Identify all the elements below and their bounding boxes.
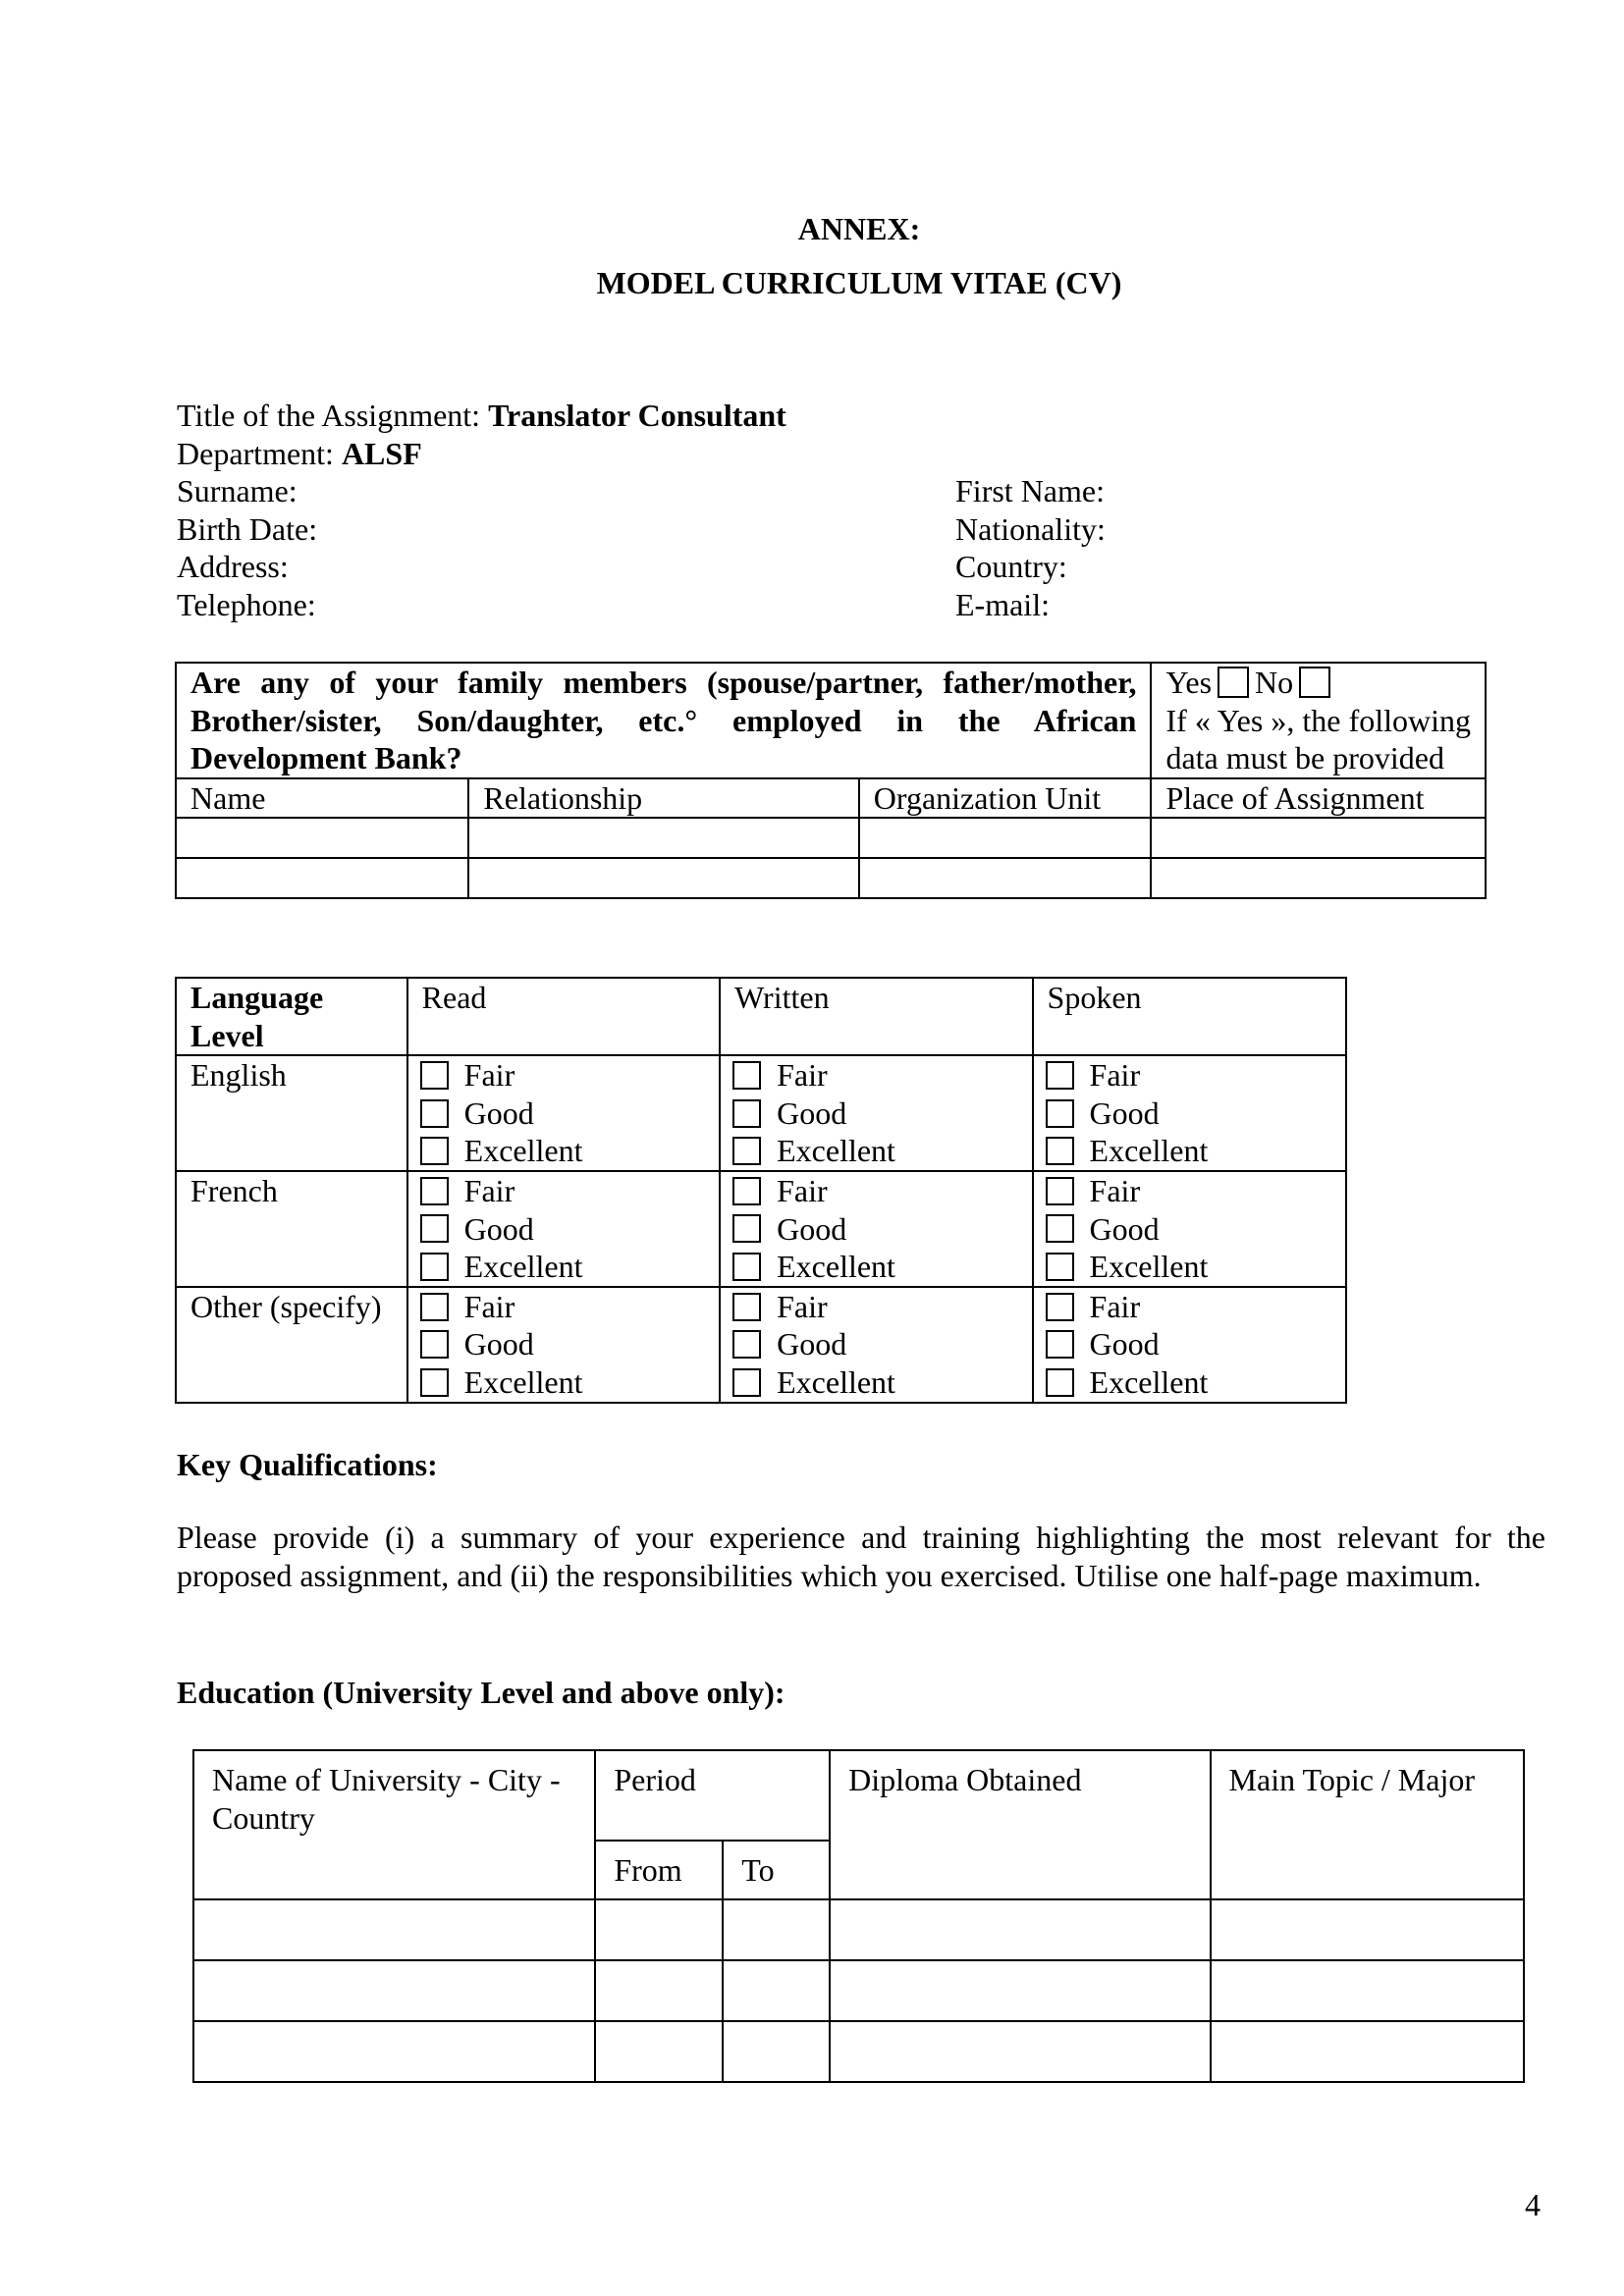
cell[interactable]: [859, 818, 1152, 858]
checkbox[interactable]: [732, 1137, 761, 1165]
assignment-value: Translator Consultant: [488, 398, 786, 433]
option-label: Good: [777, 1095, 847, 1131]
checkbox[interactable]: [420, 1368, 449, 1397]
cell[interactable]: [830, 1960, 1210, 2021]
option-label: Fair: [463, 1172, 515, 1208]
written-header: Written: [720, 978, 1032, 1055]
page-number: 4: [1525, 2187, 1541, 2222]
language-other: Other (specify): [176, 1287, 407, 1403]
cell[interactable]: [859, 858, 1152, 898]
checkbox[interactable]: [1046, 1293, 1074, 1321]
family-answer-cell: [1151, 663, 1486, 778]
key-qualifications-text: Please provide (i) a summary of your experience and training highlighting the most relevant for the proposed assignment, and (ii) the responsibilities which you exercised. Utilise one half-page maximum.: [177, 1520, 1545, 1593]
family-row: [176, 858, 1486, 898]
telephone-label: Telephone:: [177, 586, 316, 622]
option-label: Good: [1089, 1326, 1160, 1362]
cell[interactable]: [723, 1899, 830, 1960]
family-note: If « Yes », the following data must be provided: [1165, 702, 1471, 776]
cell[interactable]: [176, 858, 468, 898]
surname-label: Surname:: [177, 473, 298, 509]
checkbox[interactable]: [420, 1061, 449, 1090]
education-heading: Education (University Level and above only):: [177, 1675, 785, 1710]
family-question: Are any of your family members (spouse/partner, father/mother, Brother/sister, Son/daughter, etc.° employed in the African Development Bank?: [176, 663, 1151, 778]
checkbox[interactable]: [1046, 1330, 1074, 1359]
read-options: [407, 1055, 720, 1171]
option-label: Fair: [1089, 1172, 1141, 1208]
email-label: E-mail:: [955, 586, 1050, 622]
option-label: Good: [1089, 1095, 1160, 1131]
option-label: Excellent: [1089, 1363, 1209, 1400]
option-label: Excellent: [1089, 1133, 1209, 1169]
first-name-label: First Name:: [955, 473, 1105, 509]
spoken-options: [1033, 1287, 1346, 1403]
checkbox[interactable]: [1046, 1061, 1074, 1090]
checkbox[interactable]: [732, 1177, 761, 1205]
option-label: Fair: [777, 1288, 828, 1324]
cell[interactable]: [595, 1899, 723, 1960]
option-label: Good: [463, 1326, 534, 1362]
cell[interactable]: [468, 818, 858, 858]
language-table: [175, 977, 1347, 1404]
col-name: Name: [176, 778, 468, 819]
cell[interactable]: [1151, 818, 1486, 858]
checkbox[interactable]: [732, 1330, 761, 1359]
checkbox[interactable]: [420, 1253, 449, 1281]
document-title: MODEL CURRICULUM VITAE (CV): [596, 265, 1122, 300]
checkbox[interactable]: [420, 1137, 449, 1165]
option-label: Good: [463, 1095, 534, 1131]
country-label: Country:: [955, 549, 1067, 585]
written-options: [720, 1055, 1032, 1171]
option-label: Excellent: [777, 1133, 895, 1169]
to-header: To: [723, 1841, 830, 1899]
language-french: French: [176, 1171, 407, 1287]
cell[interactable]: [723, 2021, 830, 2082]
education-table: [192, 1749, 1525, 2083]
checkbox[interactable]: [1046, 1253, 1074, 1281]
birth-date-label: Birth Date:: [177, 510, 318, 547]
department-value: ALSF: [341, 435, 422, 471]
no-checkbox[interactable]: [1299, 667, 1330, 698]
option-label: Fair: [463, 1288, 515, 1324]
checkbox[interactable]: [420, 1293, 449, 1321]
checkbox[interactable]: [732, 1061, 761, 1090]
assignment-label: Title of the Assignment:: [177, 398, 489, 433]
checkbox[interactable]: [1046, 1368, 1074, 1397]
checkbox[interactable]: [1046, 1177, 1074, 1205]
spoken-options: [1033, 1171, 1346, 1287]
key-qualifications-heading: Key Qualifications:: [177, 1447, 438, 1482]
written-options: [720, 1287, 1032, 1403]
address-label: Address:: [177, 549, 289, 585]
cell[interactable]: [1211, 1899, 1524, 1960]
cell[interactable]: [723, 1960, 830, 2021]
language-row: [176, 1171, 1346, 1287]
personal-info: [177, 397, 1483, 624]
annex-heading: ANNEX:: [797, 211, 921, 246]
nationality-label: Nationality:: [955, 510, 1106, 547]
cell[interactable]: [1211, 1960, 1524, 2021]
language-english: English: [176, 1055, 407, 1171]
col-organization-unit: Organization Unit: [859, 778, 1152, 819]
family-row: [176, 818, 1486, 858]
cell[interactable]: [595, 2021, 723, 2082]
language-level-header: Language Level: [176, 978, 407, 1055]
from-header: From: [595, 1841, 723, 1899]
spoken-header: Spoken: [1033, 978, 1346, 1055]
option-label: Fair: [777, 1057, 828, 1094]
cell[interactable]: [193, 1960, 595, 2021]
checkbox[interactable]: [420, 1214, 449, 1243]
cell[interactable]: [176, 818, 468, 858]
education-row: [193, 2021, 1524, 2082]
cell[interactable]: [193, 1899, 595, 1960]
cell[interactable]: [193, 2021, 595, 2082]
checkbox[interactable]: [1046, 1099, 1074, 1128]
option-label: Excellent: [1089, 1249, 1209, 1285]
option-label: Fair: [1089, 1057, 1141, 1094]
checkbox[interactable]: [732, 1253, 761, 1281]
checkbox[interactable]: [732, 1099, 761, 1128]
no-label: No: [1255, 665, 1294, 700]
cell[interactable]: [595, 1960, 723, 2021]
cell[interactable]: [830, 1899, 1210, 1960]
language-row: [176, 1287, 1346, 1403]
option-label: Good: [463, 1210, 534, 1247]
education-row: [193, 1960, 1524, 2021]
option-label: Excellent: [463, 1363, 583, 1400]
checkbox[interactable]: [420, 1099, 449, 1128]
yes-label: Yes: [1165, 665, 1213, 700]
checkbox[interactable]: [732, 1293, 761, 1321]
option-label: Good: [777, 1326, 847, 1362]
checkbox[interactable]: [420, 1330, 449, 1359]
cell[interactable]: [1211, 2021, 1524, 2082]
option-label: Good: [777, 1210, 847, 1247]
assignment-line: [177, 397, 1483, 435]
option-label: Fair: [777, 1172, 828, 1208]
department-line: [177, 435, 1483, 473]
spoken-options: [1033, 1055, 1346, 1171]
checkbox[interactable]: [420, 1177, 449, 1205]
university-header: Name of University - City - Country: [193, 1750, 595, 1899]
cell[interactable]: [830, 2021, 1210, 2082]
option-label: Excellent: [777, 1249, 895, 1285]
diploma-header: Diploma Obtained: [830, 1750, 1210, 1899]
option-label: Fair: [1089, 1288, 1141, 1324]
checkbox[interactable]: [732, 1214, 761, 1243]
checkbox[interactable]: [1046, 1214, 1074, 1243]
period-header: Period: [595, 1750, 830, 1841]
cell[interactable]: [468, 858, 858, 898]
written-options: [720, 1171, 1032, 1287]
option-label: Fair: [463, 1057, 515, 1094]
education-row: [193, 1899, 1524, 1960]
read-options: [407, 1171, 720, 1287]
checkbox[interactable]: [732, 1368, 761, 1397]
option-label: Excellent: [463, 1249, 583, 1285]
family-members-table: [175, 662, 1487, 899]
option-label: Excellent: [463, 1133, 583, 1169]
col-relationship: Relationship: [468, 778, 858, 819]
cell[interactable]: [1151, 858, 1486, 898]
col-place-of-assignment: Place of Assignment: [1151, 778, 1486, 819]
language-row: [176, 1055, 1346, 1171]
major-header: Main Topic / Major: [1211, 1750, 1524, 1899]
option-label: Excellent: [777, 1363, 895, 1400]
checkbox[interactable]: [1046, 1137, 1074, 1165]
department-label: Department:: [177, 435, 342, 471]
yes-checkbox[interactable]: [1218, 667, 1249, 698]
option-label: Good: [1089, 1210, 1160, 1247]
read-options: [407, 1287, 720, 1403]
read-header: Read: [407, 978, 720, 1055]
